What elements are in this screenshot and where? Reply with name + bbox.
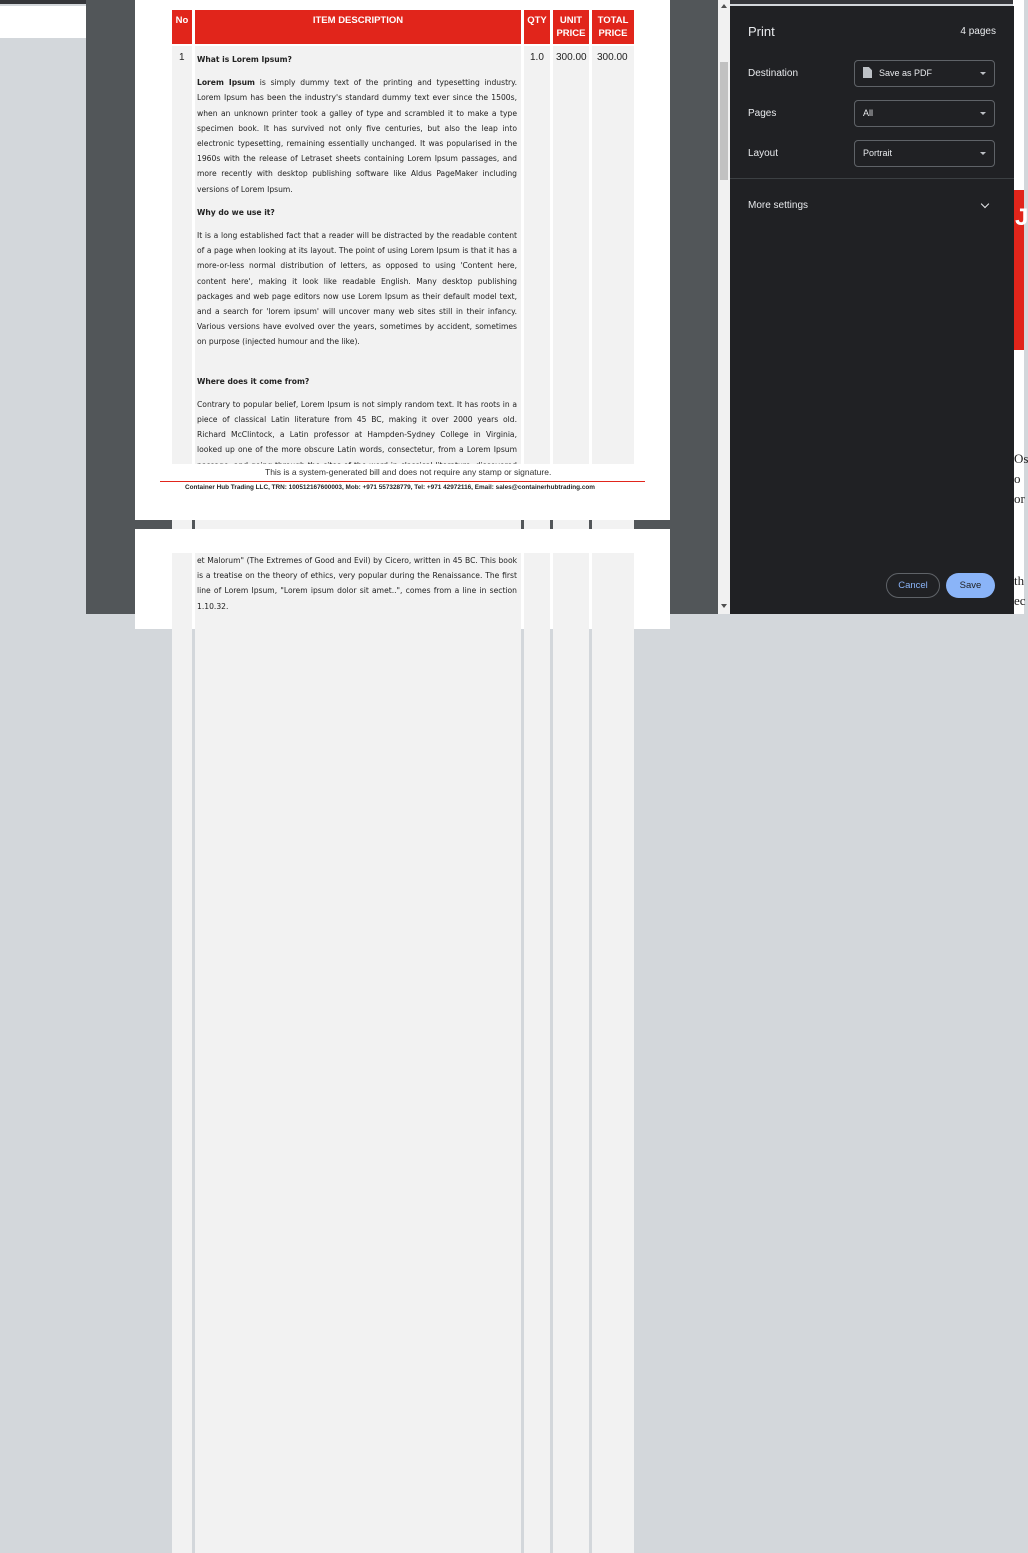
section-body: It is a long established fact that a reader will be distracted by the readable content of a page when looking at its layout. The point of using Lorem Ipsum is that it has a more-or-less normal distribution of letters, as opposed to using 'Content here, content here', making it look like readable English. Many desktop publishing packages and web page editors now use Lorem Ipsum as their default model text, and a search for 'lorem ipsum' will uncover many web sites still in their infancy. Various versions have evolved over the years, sometimes by accident, sometimes on purpose (injected humour and the like). [197, 231, 517, 347]
preview-scrollbar[interactable] [718, 0, 730, 614]
row-number: 1 [179, 52, 185, 63]
destination-label: Destination [748, 68, 799, 79]
print-preview-area[interactable] [86, 0, 730, 614]
preview-page-2 [135, 529, 670, 629]
row-total-price: 300.00 [597, 52, 628, 63]
system-generated-note: This is a system-generated bill and does not require any stamp or signature. [265, 467, 552, 477]
section-heading: What is Lorem Ipsum? [197, 55, 292, 64]
pages-label: Pages [748, 108, 777, 119]
background-text-fragment: ec [1014, 593, 1026, 608]
column-no [172, 553, 192, 1553]
dropdown-caret-icon [980, 72, 986, 75]
background-text-fragment: o [1014, 471, 1021, 486]
pages-select[interactable]: All [854, 100, 995, 127]
dropdown-caret-icon [980, 112, 986, 115]
column-total-price [592, 553, 634, 1553]
scrollbar-thumb[interactable] [720, 62, 728, 180]
print-title: Print [748, 24, 775, 39]
header-qty: QTY [524, 10, 550, 44]
section-heading: Why do we use it? [197, 207, 275, 217]
row-unit-price: 300.00 [556, 52, 587, 63]
scroll-down-arrow-icon[interactable] [721, 604, 727, 608]
save-button[interactable]: Save [946, 573, 995, 598]
background-page-header [0, 6, 86, 38]
header-total-price: TOTAL PRICE [592, 10, 634, 44]
more-settings-toggle[interactable]: More settings [748, 200, 809, 211]
print-settings-panel [730, 6, 1014, 614]
column-qty [524, 553, 550, 1553]
section-body: Lorem Ipsum is simply dummy text of the printing and typesetting industry. Lorem Ipsum has been the industry's standard dummy text ever since the 1500s, when an unknown printer took a galley of type and scrambled it to make a type specimen book. It has survived not only five centuries, but also the leap into electronic typesetting, remaining essentially unchanged. It was popularised in the 1960s with the release of Letraset sheets containing Lorem Ipsum passages, and more recently with desktop publishing software like Aldus PageMaker including versions of Lorem Ipsum. [197, 78, 517, 194]
background-red-banner: J [1013, 190, 1024, 350]
header-no: No [172, 10, 192, 44]
panel-divider [730, 178, 1014, 179]
layout-label: Layout [748, 148, 779, 159]
header-unit-price: UNIT PRICE [553, 10, 589, 44]
background-text-fragment: th [1014, 573, 1025, 588]
preview-page-1 [135, 0, 670, 520]
item-description-continued: et Malorum" (The Extremes of Good and Evil) by Cicero, written in 45 BC. This book is a treatise on the theory of ethics, very popular during the Renaissance. The first line of Lorem Ipsum, "Lorem ipsum dolor sit amet..", comes from a line in section 1.10.32. [197, 556, 517, 611]
background-text-fragment: Os [1014, 451, 1028, 466]
destination-select[interactable]: Save as PDF [854, 60, 995, 87]
scroll-up-arrow-icon[interactable] [721, 4, 727, 8]
background-page-right-edge [1013, 0, 1028, 614]
section-heading: Where does it come from? [197, 376, 310, 386]
pdf-file-icon [863, 67, 872, 78]
chevron-down-icon[interactable] [981, 200, 989, 208]
row-qty: 1.0 [530, 52, 544, 63]
background-text-fragment: or [1014, 491, 1025, 506]
header-item-description: ITEM DESCRIPTION [195, 10, 521, 44]
cancel-button[interactable]: Cancel [886, 573, 940, 598]
column-unit-price [553, 553, 589, 1553]
company-contact-line: Container Hub Trading LLC, TRN: 100512167600003, Mob: +971 557328779, Tel: +971 42972116, Email: sales@containerhubtrading.com [185, 484, 595, 491]
section-body: Contrary to popular belief, Lorem Ipsum is not simply random text. It has roots in a piece of classical Latin literature from 45 BC, making it over 2000 years old. Richard McClintock, a Latin professor at Hampden-Sydney College in Virginia, looked up one of the more obscure Latin words, consectetur, from a Lorem Ipsum [197, 399, 517, 455]
item-description-text [197, 52, 517, 511]
layout-select[interactable]: Portrait [854, 140, 995, 167]
dropdown-caret-icon [980, 152, 986, 155]
footer-divider [160, 481, 645, 482]
page-count: 4 pages [960, 26, 996, 37]
column-description [195, 553, 521, 1553]
